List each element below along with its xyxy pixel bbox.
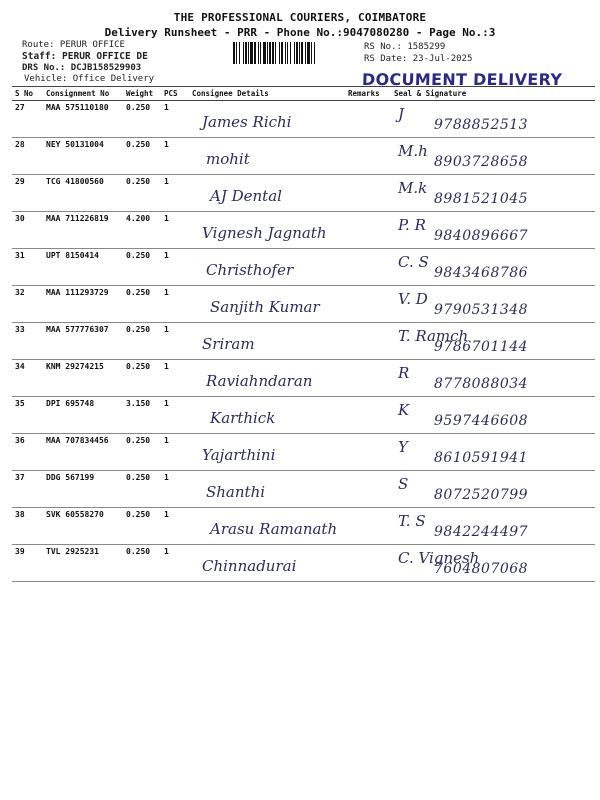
row-consignment-no: MAA 707834456 xyxy=(43,434,123,471)
row-weight: 0.250 xyxy=(123,101,161,138)
consignee-name: Chinnadurai xyxy=(202,557,297,575)
row-remarks xyxy=(345,212,391,249)
row-consignee-cell xyxy=(189,138,345,175)
signature-scribble: R xyxy=(398,364,410,382)
row-consignee-cell xyxy=(189,286,345,323)
row-sno: 31 xyxy=(12,249,43,286)
signature-phone-number: 9786701144 xyxy=(434,339,529,355)
signature-scribble: T. S xyxy=(398,512,426,530)
consignee-name: Sanjith Kumar xyxy=(210,298,320,316)
consignee-name: James Richi xyxy=(202,113,292,131)
row-consignment-no: NEY 50131004 xyxy=(43,138,123,175)
row-sno: 37 xyxy=(12,471,43,508)
signature-phone-number: 9597446608 xyxy=(434,413,529,429)
row-pcs: 1 xyxy=(161,360,189,397)
row-consignee-cell xyxy=(189,323,345,360)
col-signature: Seal & Signature xyxy=(391,87,595,101)
row-pcs: 1 xyxy=(161,249,189,286)
row-consignment-no: UPT 8150414 xyxy=(43,249,123,286)
row-consignment-no: TCG 41800560 xyxy=(43,175,123,212)
col-pcs: PCS xyxy=(161,87,189,101)
row-weight: 0.250 xyxy=(123,545,161,582)
signature-phone-number: 7604807068 xyxy=(434,561,529,577)
row-signature-cell xyxy=(391,397,595,434)
row-remarks xyxy=(345,101,391,138)
table-row xyxy=(12,101,595,138)
table-row xyxy=(12,323,595,360)
row-sno: 38 xyxy=(12,508,43,545)
runsheet-subtitle: Delivery Runsheet - PRR - Phone No.:9047080280 - Page No.:3 xyxy=(104,26,496,39)
row-consignee-cell xyxy=(189,249,345,286)
row-weight: 4.200 xyxy=(123,212,161,249)
table-header-row xyxy=(12,87,595,101)
row-consignee-cell xyxy=(189,360,345,397)
row-weight: 3.150 xyxy=(123,397,161,434)
rs-number: RS No.: 1585299 xyxy=(364,42,446,52)
signature-phone-number: 9840896667 xyxy=(434,228,529,244)
row-sno: 34 xyxy=(12,360,43,397)
row-consignee-cell xyxy=(189,508,345,545)
row-weight: 0.250 xyxy=(123,286,161,323)
signature-scribble: C. S xyxy=(398,253,429,271)
table-row xyxy=(12,212,595,249)
row-remarks xyxy=(345,434,391,471)
row-pcs: 1 xyxy=(161,508,189,545)
row-consignment-no: MAA 577776307 xyxy=(43,323,123,360)
col-sno: S No xyxy=(12,87,43,101)
row-signature-cell xyxy=(391,434,595,471)
consignee-name: Arasu Ramanath xyxy=(210,520,338,538)
row-consignment-no: DDG 567199 xyxy=(43,471,123,508)
row-signature-cell xyxy=(391,101,595,138)
row-weight: 0.250 xyxy=(123,360,161,397)
row-consignee-cell xyxy=(189,545,345,582)
table-row xyxy=(12,545,595,582)
drs-number: DRS No.: DCJB158529903 xyxy=(22,63,142,73)
signature-scribble: J xyxy=(398,105,405,123)
staff-label: Staff: PERUR OFFICE DE xyxy=(22,51,148,62)
signature-scribble: M.k xyxy=(398,179,428,197)
table-row xyxy=(12,397,595,434)
barcode xyxy=(233,42,358,64)
col-weight: Weight xyxy=(123,87,161,101)
signature-phone-number: 8981521045 xyxy=(434,191,529,207)
consignee-name: Yajarthini xyxy=(202,446,276,464)
row-remarks xyxy=(345,249,391,286)
row-remarks xyxy=(345,545,391,582)
signature-phone-number: 9842244497 xyxy=(434,524,529,540)
row-consignment-no: DPI 695748 xyxy=(43,397,123,434)
signature-scribble: M.h xyxy=(398,142,428,160)
row-signature-cell xyxy=(391,212,595,249)
row-weight: 0.250 xyxy=(123,138,161,175)
row-pcs: 1 xyxy=(161,286,189,323)
row-sno: 27 xyxy=(12,101,43,138)
signature-scribble: Y xyxy=(398,438,408,456)
row-remarks xyxy=(345,360,391,397)
row-pcs: 1 xyxy=(161,101,189,138)
row-weight: 0.250 xyxy=(123,175,161,212)
consignee-name: Karthick xyxy=(210,409,276,427)
row-pcs: 1 xyxy=(161,397,189,434)
row-consignment-no: MAA 711226819 xyxy=(43,212,123,249)
signature-phone-number: 8072520799 xyxy=(434,487,529,503)
table-row xyxy=(12,138,595,175)
table-row xyxy=(12,249,595,286)
consignee-name: Vignesh Jagnath xyxy=(202,224,327,242)
signature-phone-number: 8903728658 xyxy=(434,154,529,170)
row-remarks xyxy=(345,138,391,175)
signature-phone-number: 9788852513 xyxy=(434,117,529,133)
col-consignment: Consignment No xyxy=(43,87,123,101)
row-signature-cell xyxy=(391,545,595,582)
row-weight: 0.250 xyxy=(123,323,161,360)
company-name: THE PROFESSIONAL COURIERS, COIMBATORE xyxy=(173,11,427,24)
signature-scribble: C. Vignesh xyxy=(398,549,480,567)
row-remarks xyxy=(345,286,391,323)
consignee-name: Christhofer xyxy=(206,261,294,279)
row-weight: 0.250 xyxy=(123,471,161,508)
row-pcs: 1 xyxy=(161,323,189,360)
row-consignee-cell xyxy=(189,471,345,508)
row-consignee-cell xyxy=(189,175,345,212)
row-signature-cell xyxy=(391,360,595,397)
row-consignee-cell xyxy=(189,101,345,138)
row-pcs: 1 xyxy=(161,212,189,249)
signature-scribble: V. D xyxy=(398,290,428,308)
row-remarks xyxy=(345,508,391,545)
table-row xyxy=(12,360,595,397)
consignee-name: Shanthi xyxy=(206,483,266,501)
rs-date: RS Date: 23-Jul-2025 xyxy=(364,54,473,64)
row-sno: 29 xyxy=(12,175,43,212)
row-signature-cell xyxy=(391,471,595,508)
row-signature-cell xyxy=(391,175,595,212)
row-remarks xyxy=(345,175,391,212)
signature-scribble: S xyxy=(398,475,409,493)
row-consignee-cell xyxy=(189,212,345,249)
consignee-name: Raviahndaran xyxy=(206,372,313,390)
row-consignment-no: TVL 2925231 xyxy=(43,545,123,582)
signature-phone-number: 8778088034 xyxy=(434,376,529,392)
signature-phone-number: 8610591941 xyxy=(434,450,529,466)
row-weight: 0.250 xyxy=(123,249,161,286)
row-pcs: 1 xyxy=(161,138,189,175)
route-label: Route: PERUR OFFICE xyxy=(22,40,125,50)
row-weight: 0.250 xyxy=(123,508,161,545)
row-signature-cell xyxy=(391,249,595,286)
row-signature-cell xyxy=(391,286,595,323)
row-pcs: 1 xyxy=(161,471,189,508)
row-remarks xyxy=(345,323,391,360)
table-row xyxy=(12,471,595,508)
row-sno: 39 xyxy=(12,545,43,582)
row-sno: 28 xyxy=(12,138,43,175)
row-pcs: 1 xyxy=(161,434,189,471)
row-sno: 32 xyxy=(12,286,43,323)
col-consignee: Consignee Details xyxy=(189,87,345,101)
row-signature-cell xyxy=(391,138,595,175)
row-pcs: 1 xyxy=(161,545,189,582)
row-consignee-cell xyxy=(189,434,345,471)
signature-scribble: T. Ramch xyxy=(398,327,469,345)
signature-scribble: K xyxy=(398,401,410,419)
table-row xyxy=(12,286,595,323)
row-pcs: 1 xyxy=(161,175,189,212)
signature-scribble: P. R xyxy=(398,216,426,234)
runsheet-table xyxy=(12,86,595,582)
row-consignment-no: SVK 60558270 xyxy=(43,508,123,545)
row-sno: 35 xyxy=(12,397,43,434)
row-consignee-cell xyxy=(189,397,345,434)
table-row xyxy=(12,434,595,471)
row-consignment-no: MAA 111293729 xyxy=(43,286,123,323)
row-remarks xyxy=(345,471,391,508)
signature-phone-number: 9843468786 xyxy=(434,265,529,281)
row-sno: 33 xyxy=(12,323,43,360)
vehicle-label: Vehicle: Office Delivery xyxy=(24,74,155,84)
consignee-name: Sriram xyxy=(202,335,255,353)
row-remarks xyxy=(345,397,391,434)
signature-phone-number: 9790531348 xyxy=(434,302,529,318)
row-sno: 36 xyxy=(12,434,43,471)
row-consignment-no: MAA 575110180 xyxy=(43,101,123,138)
consignee-name: AJ Dental xyxy=(210,187,282,205)
row-signature-cell xyxy=(391,508,595,545)
document-delivery-stamp: DOCUMENT DELIVERY xyxy=(361,70,563,89)
row-signature-cell xyxy=(391,323,595,360)
table-row xyxy=(12,508,595,545)
row-weight: 0.250 xyxy=(123,434,161,471)
row-consignment-no: KNM 29274215 xyxy=(43,360,123,397)
row-sno: 30 xyxy=(12,212,43,249)
col-remarks: Remarks xyxy=(345,87,391,101)
table-row xyxy=(12,175,595,212)
consignee-name: mohit xyxy=(206,150,250,168)
